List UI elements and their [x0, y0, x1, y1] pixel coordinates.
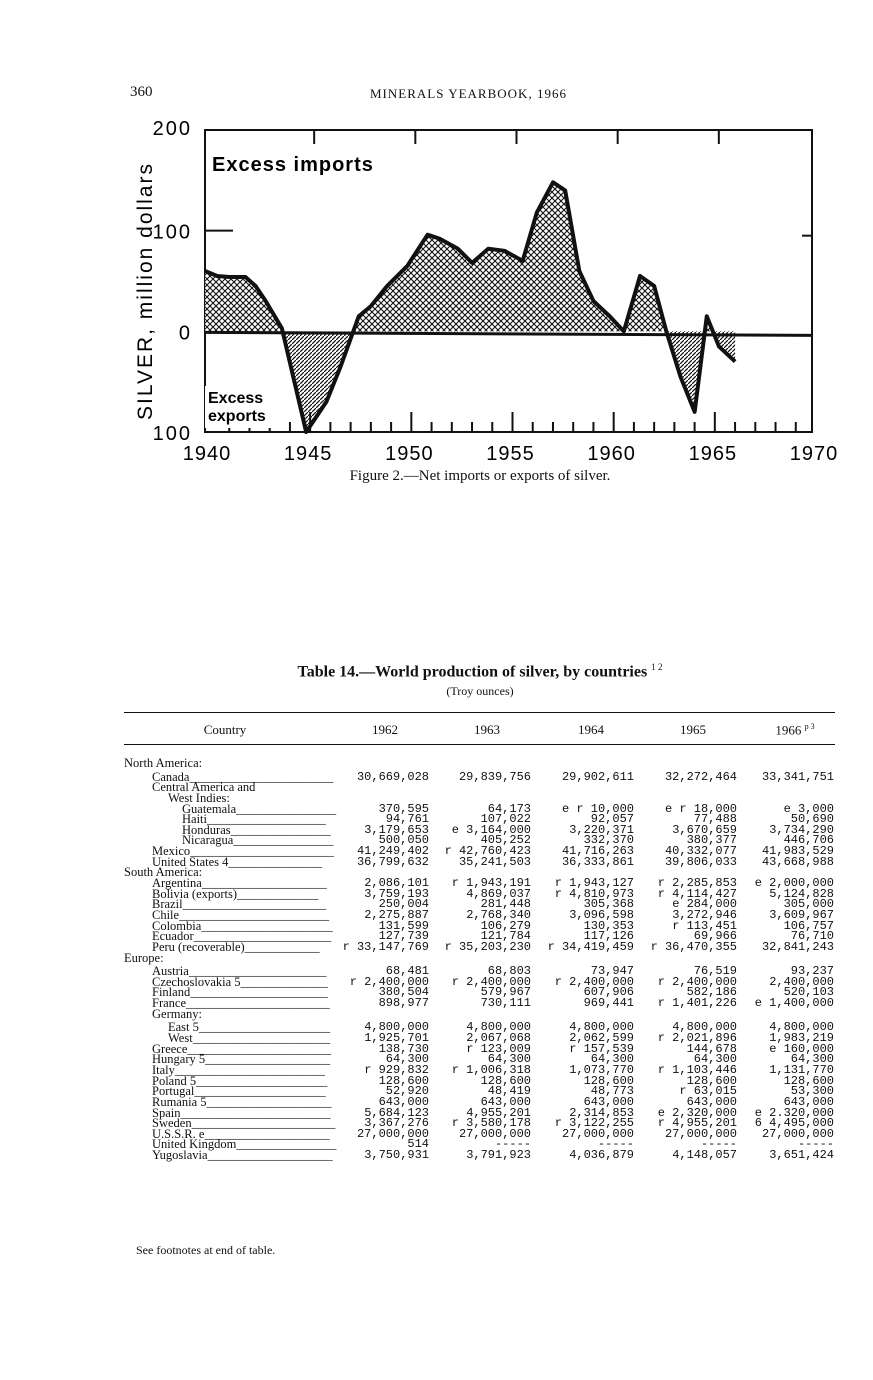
cell-1963: r 42,760,423	[444, 844, 531, 859]
cell-1965: 77,488	[693, 812, 737, 827]
cell-1963: 64,173	[487, 801, 531, 816]
cell-1962: 4,800,000	[364, 1020, 429, 1035]
row-label-text: Greece	[152, 1041, 188, 1056]
cell-1962: 1,925,701	[364, 1031, 429, 1046]
cell-1966: 3,651,424	[769, 1148, 834, 1163]
cell-1963: r 1,943,191	[451, 876, 531, 891]
cell-1966: 33,341,751	[761, 769, 834, 784]
cell-1965: r 2,021,896	[657, 1031, 737, 1046]
cell-1966: 520,103	[783, 985, 834, 1000]
cell-1965: 69,966	[693, 929, 737, 944]
y-tick-label: 200	[152, 118, 192, 140]
row-label-text: Peru (recoverable)	[152, 939, 245, 954]
table-header-rule	[124, 744, 835, 745]
cell-1964: r 2,400,000	[554, 974, 634, 989]
leader-dots: _____________________	[198, 1020, 331, 1035]
leader-dots: ____________________	[201, 876, 327, 891]
cell-1964: r 3,122,255	[554, 1116, 634, 1131]
cell-1965: r 36,470,355	[650, 939, 737, 954]
cell-1965: -----	[700, 1137, 737, 1152]
cell-1965: 39,806,033	[664, 854, 737, 869]
cell-1965: r 1,401,226	[657, 996, 737, 1011]
table-title	[0, 662, 873, 681]
leader-dots: ______________________	[193, 929, 332, 944]
cell-1964: 128,600	[583, 1073, 634, 1088]
leader-dots: ________________	[236, 1137, 337, 1152]
table-row	[124, 998, 835, 1009]
cell-1962: 36,799,632	[356, 854, 429, 869]
cell-1966: 6 4,495,000	[754, 1116, 834, 1131]
row-label-text: West Indies:	[168, 790, 230, 805]
cell-1966: 1,983,219	[769, 1031, 834, 1046]
table-subtitle: (Troy ounces)	[446, 684, 514, 698]
cell-1963: 68,803	[487, 964, 531, 979]
table-row	[124, 782, 835, 793]
cell-1962: 68,481	[385, 964, 429, 979]
cell-1966: 43,668,988	[761, 854, 834, 869]
cell-1963: 107,022	[480, 812, 531, 827]
cell-1964: 92,057	[590, 812, 634, 827]
cell-1966: e 1,400,000	[754, 996, 834, 1011]
row-label	[124, 758, 202, 769]
cell-1965: 27,000,000	[664, 1126, 737, 1141]
cell-1966: 64,300	[790, 1052, 834, 1067]
cell-1963: 281,448	[480, 897, 531, 912]
cell-1964: 969,441	[583, 996, 634, 1011]
cell-1962: 380,504	[378, 985, 429, 1000]
cell-1963: 4,955,201	[466, 1105, 531, 1120]
cell-1962: r 2,400,000	[349, 974, 429, 989]
cell-1965: 4,148,057	[672, 1148, 737, 1163]
row-label	[124, 950, 164, 965]
cell-1962: 131,599	[378, 918, 429, 933]
cell-1964: 29,902,611	[561, 769, 634, 784]
leader-dots: _____________________	[201, 918, 333, 933]
cell-1964: 1,073,770	[569, 1062, 634, 1077]
excess-imports-area	[205, 182, 735, 331]
cell-1963: 106,279	[480, 918, 531, 933]
y-tick-label: 100	[152, 423, 192, 445]
running-title: MINERALS YEARBOOK, 1966	[370, 86, 567, 101]
y-axis-label: SILVER, million dollars	[134, 161, 157, 420]
cell-1966: 50,690	[790, 812, 834, 827]
cell-1962: 898,977	[378, 996, 429, 1011]
row-label	[152, 1150, 333, 1161]
col-header-1965: 1965	[680, 722, 706, 737]
cell-1965: 582,186	[686, 985, 737, 1000]
cell-1966: 93,237	[790, 964, 834, 979]
cell-1965: 144,678	[686, 1041, 737, 1056]
cell-1962: 514	[407, 1137, 429, 1152]
col-header-1966	[755, 722, 835, 738]
cell-1966: e 160,000	[769, 1041, 834, 1056]
row-label-text: United States 4	[152, 854, 229, 869]
annotation-excess-exports-line2: exports	[208, 408, 266, 425]
cell-1962: 643,000	[378, 1094, 429, 1109]
cell-1965: 4,800,000	[672, 1020, 737, 1035]
row-label-text: Sweden	[152, 1116, 192, 1131]
cell-1965: 32,272,464	[664, 769, 737, 784]
cell-1963: r 3,580,178	[451, 1116, 531, 1131]
cell-1965: 3,670,659	[672, 822, 737, 837]
row-label-text: Canada	[152, 769, 190, 784]
row-label-text: West	[168, 1031, 193, 1046]
cell-1962: 138,730	[378, 1041, 429, 1056]
row-label-text: Colombia	[152, 918, 202, 933]
leader-dots: _____________________	[196, 1073, 328, 1088]
row-label-text: Brazil	[152, 897, 183, 912]
col-header-1962: 1962	[372, 722, 398, 737]
table-title-text: Table 14.—World production of silver, by countries	[297, 663, 648, 681]
cell-1964: 2,062,599	[569, 1031, 634, 1046]
cell-1966: e 2,000,000	[754, 876, 834, 891]
col-header-country: Country	[203, 722, 247, 737]
x-tick-label: 1955	[486, 443, 535, 465]
leader-dots: ______________________	[190, 985, 328, 1000]
col-header-1966-text: 1966	[775, 722, 802, 738]
row-label-text: Austria	[152, 964, 189, 979]
cell-1965: r 4,114,427	[657, 886, 737, 901]
cell-1963: 64,300	[487, 1052, 531, 1067]
table-row	[124, 950, 835, 965]
cell-1965: r 2,400,000	[657, 974, 737, 989]
cell-1962: 500,050	[378, 833, 429, 848]
cell-1966: -----	[797, 1137, 834, 1152]
row-label-text: Spain	[152, 1105, 181, 1120]
cell-1964: -----	[597, 1137, 634, 1152]
table-body	[124, 758, 835, 1161]
cell-1964: 643,000	[583, 1094, 634, 1109]
cell-1966: 3,609,967	[769, 907, 834, 922]
cell-1962: 2,086,101	[364, 876, 429, 891]
annotation-excess-imports: Excess imports	[212, 154, 374, 176]
leader-dots: ____________________	[205, 1052, 331, 1067]
page-number: 360	[130, 84, 153, 100]
cell-1963: 121,784	[480, 929, 531, 944]
cell-1963: 29,839,756	[458, 769, 531, 784]
cell-1963: 3,791,923	[466, 1148, 531, 1163]
cell-1966: 305,000	[783, 897, 834, 912]
leader-dots: ________________	[233, 833, 334, 848]
leader-dots: ______________________	[188, 964, 327, 979]
row-label-text: Chile	[152, 907, 180, 922]
cell-1962: 370,595	[378, 801, 429, 816]
cell-1965: e 284,000	[672, 897, 737, 912]
leader-dots: _______________________	[187, 1041, 332, 1056]
cell-1963: 730,111	[480, 996, 531, 1011]
row-label-text: Czechoslovakia 5	[152, 974, 241, 989]
cell-1966: e 2.320,000	[754, 1105, 834, 1120]
row-label-text: Bolivia (exports)	[152, 886, 238, 901]
cell-1964: r 157,539	[569, 1041, 634, 1056]
cell-1963: 405,252	[480, 833, 531, 848]
cell-1964: 27,000,000	[561, 1126, 634, 1141]
cell-1964: 607,906	[583, 985, 634, 1000]
x-tick-label: 1960	[587, 443, 636, 465]
cell-1966: 3,734,290	[769, 822, 834, 837]
table-footnote: See footnotes at end of table.	[136, 1243, 276, 1257]
row-label-text: Honduras	[182, 822, 231, 837]
x-tick-label: 1950	[385, 443, 434, 465]
cell-1963: e 3,164,000	[451, 822, 531, 837]
silver-chart	[0, 0, 873, 470]
leader-dots: _______________________	[182, 897, 327, 912]
x-tick-label: 1970	[789, 443, 839, 465]
row-label-text: Haiti	[182, 812, 207, 827]
leader-dots: ________________________	[174, 1062, 325, 1077]
cell-1963: 4,800,000	[466, 1020, 531, 1035]
cell-1966: 4,800,000	[769, 1020, 834, 1035]
leader-dots: ________________	[236, 801, 337, 816]
figure-caption: Figure 2.—Net imports or exports of silver.	[349, 468, 611, 484]
leader-dots: ______________	[240, 974, 329, 989]
cell-1962: 64,300	[385, 1052, 429, 1067]
cell-1963: r 1,006,318	[451, 1062, 531, 1077]
cell-1963: r 123,009	[466, 1041, 531, 1056]
cell-1962: 5,684,123	[364, 1105, 429, 1120]
cell-1964: 4,036,879	[569, 1148, 634, 1163]
cell-1966: 446,706	[783, 833, 834, 848]
leader-dots: _______________________	[189, 769, 334, 784]
cell-1964: 305,368	[583, 897, 634, 912]
cell-1963: 579,967	[480, 985, 531, 1000]
leader-dots: ________________________	[180, 1105, 331, 1120]
leader-dots: ____________________	[206, 1094, 332, 1109]
table-top-rule	[124, 712, 835, 713]
y-tick-label: 100	[152, 221, 192, 244]
cell-1962: 3,750,931	[364, 1148, 429, 1163]
cell-1963: 27,000,000	[458, 1126, 531, 1141]
cell-1966: e 3,000	[783, 801, 834, 816]
x-tick-label: 1945	[283, 443, 333, 465]
cell-1966: 76,710	[790, 929, 834, 944]
cell-1964: 2,314,853	[569, 1105, 634, 1120]
row-label	[152, 939, 320, 954]
cell-1966: 53,300	[790, 1084, 834, 1099]
leader-dots: _____________	[237, 886, 319, 901]
x-tick-label: 1940	[182, 443, 232, 465]
cell-1965: r 113,451	[672, 918, 737, 933]
leader-dots: _______________________	[186, 996, 330, 1011]
annotation-excess-exports-line1: Excess	[208, 390, 264, 407]
row-label-text: Argentina	[152, 876, 202, 891]
row-label-text: Yugoslavia	[152, 1148, 208, 1163]
row-label-text: Germany:	[152, 1006, 202, 1021]
cell-1965: 76,519	[693, 964, 737, 979]
leader-dots: _____________________	[194, 1084, 326, 1099]
cell-1964: 64,300	[590, 1052, 634, 1067]
cell-1966: 128,600	[783, 1073, 834, 1088]
cell-1963: 35,241,503	[458, 854, 531, 869]
cell-1966: 2,400,000	[769, 974, 834, 989]
table-row	[124, 758, 835, 769]
cell-1964: 36,333,861	[561, 854, 634, 869]
col-header-1963: 1963	[474, 722, 500, 737]
row-label	[152, 1006, 202, 1021]
leader-dots: _______________________	[191, 1116, 336, 1131]
leader-dots: ________________	[230, 822, 331, 837]
cell-1966: 32,841,243	[761, 939, 834, 954]
cell-1965: r 1,103,446	[657, 1062, 737, 1077]
cell-1963: 128,600	[480, 1073, 531, 1088]
cell-1962: 127,739	[378, 929, 429, 944]
leader-dots: _______________________	[190, 844, 334, 859]
col-header-1966-footnote: p 3	[804, 722, 815, 731]
cell-1964: 117,126	[583, 929, 634, 944]
cell-1963: 2,768,340	[466, 907, 531, 922]
cell-1964: r 34,419,459	[547, 939, 634, 954]
row-label-text: Rumania 5	[152, 1094, 207, 1109]
cell-1964: 332,370	[583, 833, 634, 848]
table-row	[124, 854, 835, 869]
cell-1964: 48,773	[590, 1084, 634, 1099]
row-label-text: Ecuador	[152, 929, 194, 944]
cell-1962: 3,179,653	[364, 822, 429, 837]
row-label-text: Mexico	[152, 844, 191, 859]
row-label-text: South America:	[124, 865, 203, 880]
cell-1965: 128,600	[686, 1073, 737, 1088]
row-label-text: Nicaragua	[182, 833, 234, 848]
col-header-1964: 1964	[578, 722, 604, 737]
cell-1965: r 2,285,853	[657, 876, 737, 891]
cell-1962: 250,004	[378, 897, 429, 912]
cell-1962: 27,000,000	[356, 1126, 429, 1141]
y-tick-label: 0	[178, 322, 192, 345]
row-label-text: France	[152, 996, 187, 1011]
cell-1965: r 63,015	[679, 1084, 737, 1099]
leader-dots: ____________________	[207, 1148, 333, 1163]
row-label-text: Hungary 5	[152, 1052, 206, 1067]
leader-dots: ________________________	[179, 907, 330, 922]
cell-1966: 27,000,000	[761, 1126, 834, 1141]
table-row	[124, 939, 835, 954]
cell-1964: 73,947	[590, 964, 634, 979]
row-label-text: U.S.S.R. e	[152, 1126, 205, 1141]
cell-1964: 4,800,000	[569, 1020, 634, 1035]
leader-dots: ___________________	[207, 812, 326, 827]
row-label-text: East 5	[168, 1020, 199, 1035]
cell-1965: 643,000	[686, 1094, 737, 1109]
cell-1965: 380,377	[686, 833, 737, 848]
row-label-text: United Kingdom	[152, 1137, 237, 1152]
row-label-text: Europe:	[124, 950, 164, 965]
cell-1962: 3,367,276	[364, 1116, 429, 1131]
cell-1963: -----	[494, 1137, 531, 1152]
cell-1962: r 33,147,769	[342, 939, 429, 954]
row-label-text: North America:	[124, 756, 203, 770]
row-label-text: Portugal	[152, 1084, 195, 1099]
cell-1963: 4,869,037	[466, 886, 531, 901]
cell-1965: r 4,955,201	[657, 1116, 737, 1131]
cell-1966: 5,124,828	[769, 886, 834, 901]
cell-1964: e r 10,000	[561, 801, 634, 816]
cell-1962: 30,669,028	[356, 769, 429, 784]
cell-1963: r 2,400,000	[451, 974, 531, 989]
cell-1962: 41,249,402	[356, 844, 429, 859]
row-label-text: Central America and	[152, 780, 256, 795]
cell-1962: 3,759,193	[364, 886, 429, 901]
cell-1964: 3,096,598	[569, 907, 634, 922]
cell-1965: 64,300	[693, 1052, 737, 1067]
row-label-text: Poland 5	[152, 1073, 197, 1088]
leader-dots: ______________________	[192, 1031, 331, 1046]
cell-1963: 48,419	[487, 1084, 531, 1099]
row-label-text: Italy	[152, 1062, 175, 1077]
cell-1962: 94,761	[385, 812, 429, 827]
cell-1962: 128,600	[378, 1073, 429, 1088]
cell-1963: 2,067,068	[466, 1031, 531, 1046]
leader-dots: ____________________	[204, 1126, 330, 1141]
cell-1964: 3,220,371	[569, 822, 634, 837]
table-row	[124, 1150, 835, 1161]
cell-1962: 52,920	[385, 1084, 429, 1099]
leader-dots: _______________	[228, 854, 323, 869]
cell-1963: 643,000	[480, 1094, 531, 1109]
cell-1962: 2,275,887	[364, 907, 429, 922]
cell-1964: r 4,810,973	[554, 886, 634, 901]
cell-1965: e r 18,000	[664, 801, 737, 816]
cell-1964: 130,353	[583, 918, 634, 933]
table-row	[124, 1006, 835, 1021]
cell-1964: 41,716,263	[561, 844, 634, 859]
cell-1963: r 35,203,230	[444, 939, 531, 954]
cell-1966: 41,983,529	[761, 844, 834, 859]
cell-1965: 3,272,946	[672, 907, 737, 922]
cell-1965: 40,332,077	[664, 844, 737, 859]
row-label-text: Finland	[152, 985, 191, 1000]
cell-1965: e 2,320,000	[657, 1105, 737, 1120]
cell-1966: 1,131,770	[769, 1062, 834, 1077]
cell-1966: 643,000	[783, 1094, 834, 1109]
leader-dots: ____________	[244, 939, 320, 954]
x-tick-label: 1965	[688, 443, 738, 465]
row-label-text: Guatemala	[182, 801, 237, 816]
cell-1962: r 929,832	[364, 1062, 429, 1077]
table-title-footnote: 1 2	[651, 662, 663, 672]
cell-1964: r 1,943,127	[554, 876, 634, 891]
cell-1966: 106,757	[783, 918, 834, 933]
